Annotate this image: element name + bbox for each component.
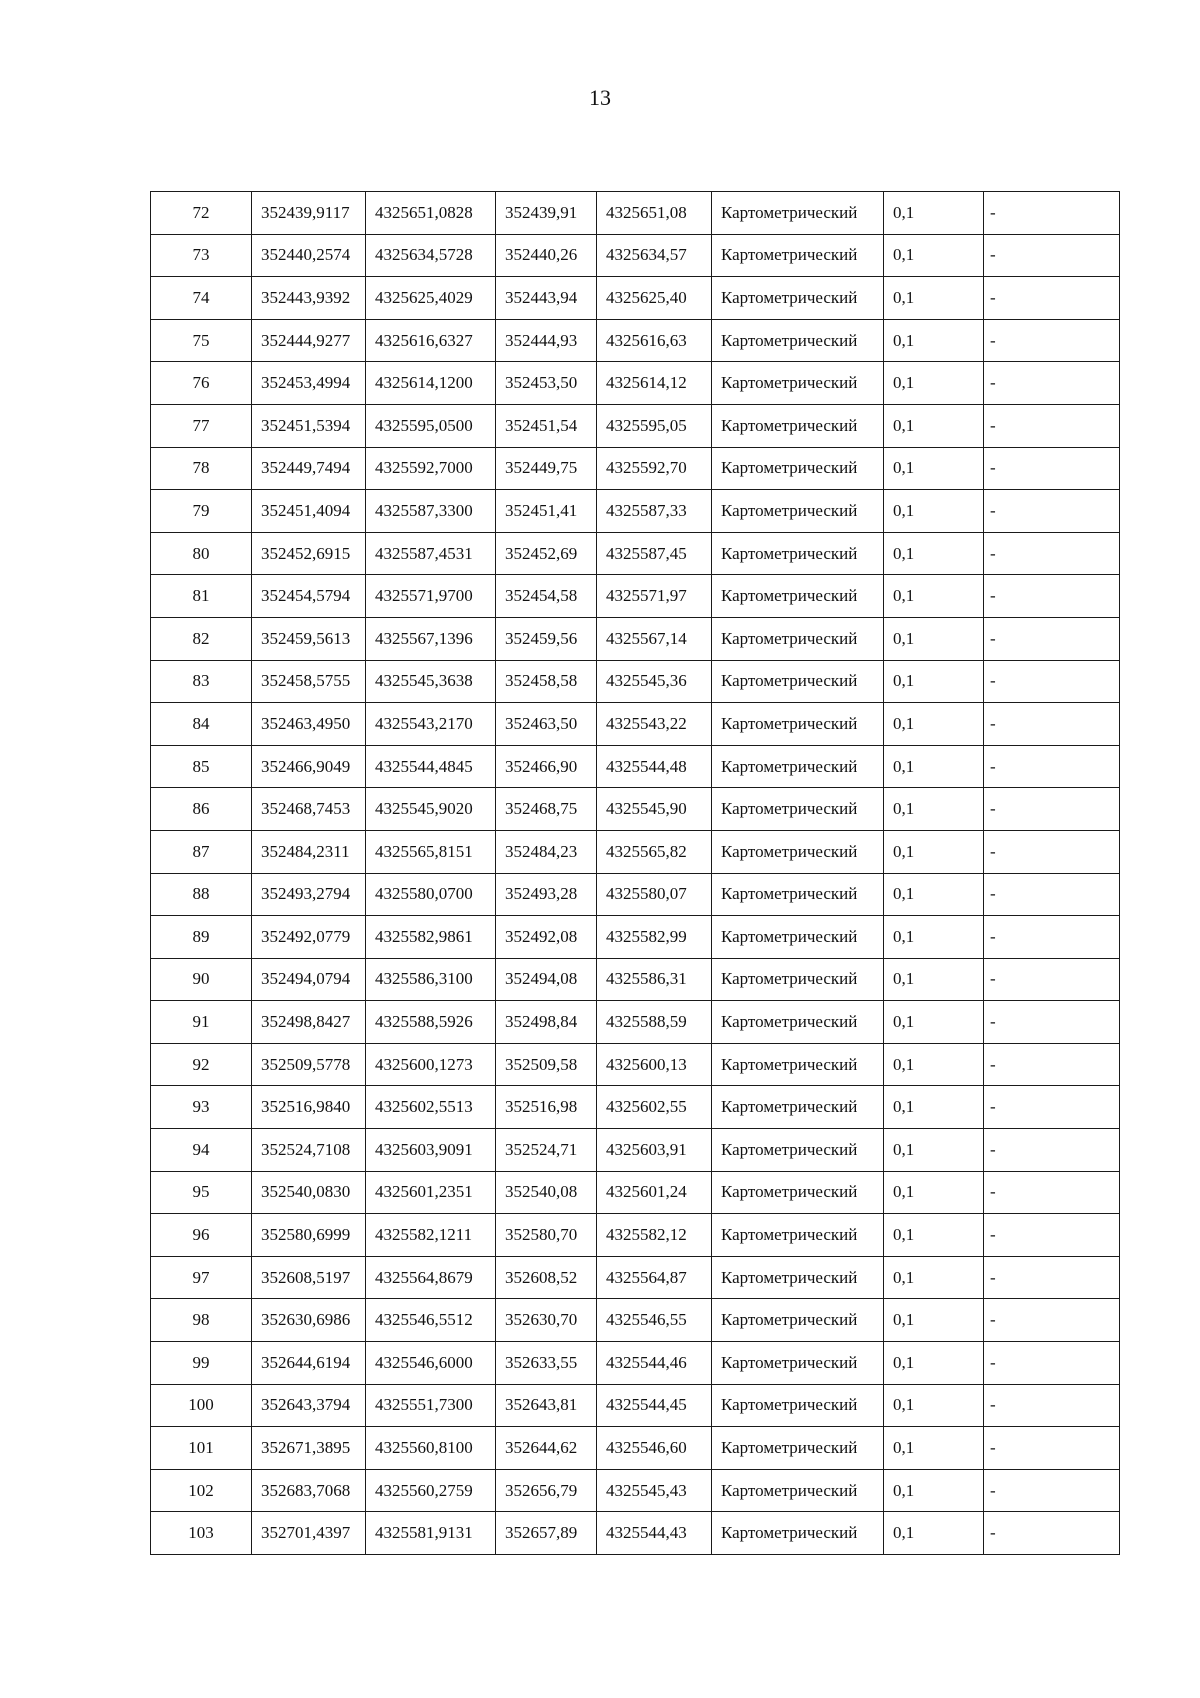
accuracy-cell: 0,1 — [884, 1512, 984, 1555]
accuracy-cell: 0,1 — [884, 1129, 984, 1172]
accuracy-cell: 0,1 — [884, 1256, 984, 1299]
y-coordinate-cell: 4325634,5728 — [366, 234, 496, 277]
y-rounded-cell: 4325546,55 — [597, 1299, 712, 1342]
table-row — [151, 703, 1120, 746]
y-rounded-cell: 4325567,14 — [597, 617, 712, 660]
accuracy-cell: 0,1 — [884, 1086, 984, 1129]
x-coordinate-cell: 352580,6999 — [252, 1214, 366, 1257]
point-number-cell: 91 — [151, 1001, 252, 1044]
method-cell: Картометрический — [712, 490, 884, 533]
x-coordinate-cell: 352493,2794 — [252, 873, 366, 916]
x-coordinate-cell: 352444,9277 — [252, 319, 366, 362]
y-coordinate-cell: 4325614,1200 — [366, 362, 496, 405]
x-coordinate-cell: 352524,7108 — [252, 1129, 366, 1172]
method-cell: Картометрический — [712, 830, 884, 873]
x-rounded-cell: 352458,58 — [496, 660, 597, 703]
x-rounded-cell: 352524,71 — [496, 1129, 597, 1172]
x-rounded-cell: 352492,08 — [496, 916, 597, 959]
note-cell: - — [984, 1469, 1120, 1512]
x-rounded-cell: 352439,91 — [496, 192, 597, 235]
y-rounded-cell: 4325586,31 — [597, 958, 712, 1001]
x-rounded-cell: 352454,58 — [496, 575, 597, 618]
table-row — [151, 362, 1120, 405]
method-cell: Картометрический — [712, 362, 884, 405]
note-cell: - — [984, 319, 1120, 362]
x-rounded-cell: 352493,28 — [496, 873, 597, 916]
point-number-cell: 73 — [151, 234, 252, 277]
x-coordinate-cell: 352458,5755 — [252, 660, 366, 703]
method-cell: Картометрический — [712, 916, 884, 959]
note-cell: - — [984, 830, 1120, 873]
table-row — [151, 404, 1120, 447]
accuracy-cell: 0,1 — [884, 788, 984, 831]
note-cell: - — [984, 447, 1120, 490]
x-coordinate-cell: 352452,6915 — [252, 532, 366, 575]
y-rounded-cell: 4325634,57 — [597, 234, 712, 277]
accuracy-cell: 0,1 — [884, 1469, 984, 1512]
x-coordinate-cell: 352540,0830 — [252, 1171, 366, 1214]
note-cell: - — [984, 234, 1120, 277]
x-rounded-cell: 352608,52 — [496, 1256, 597, 1299]
note-cell: - — [984, 745, 1120, 788]
note-cell: - — [984, 1043, 1120, 1086]
accuracy-cell: 0,1 — [884, 490, 984, 533]
x-coordinate-cell: 352451,4094 — [252, 490, 366, 533]
accuracy-cell: 0,1 — [884, 277, 984, 320]
point-number-cell: 84 — [151, 703, 252, 746]
y-coordinate-cell: 4325595,0500 — [366, 404, 496, 447]
y-rounded-cell: 4325546,60 — [597, 1427, 712, 1470]
note-cell: - — [984, 490, 1120, 533]
table-row — [151, 1299, 1120, 1342]
x-coordinate-cell: 352671,3895 — [252, 1427, 366, 1470]
x-rounded-cell: 352452,69 — [496, 532, 597, 575]
x-rounded-cell: 352633,55 — [496, 1342, 597, 1385]
note-cell: - — [984, 362, 1120, 405]
accuracy-cell: 0,1 — [884, 916, 984, 959]
note-cell: - — [984, 1427, 1120, 1470]
y-coordinate-cell: 4325545,3638 — [366, 660, 496, 703]
method-cell: Картометрический — [712, 1086, 884, 1129]
y-coordinate-cell: 4325592,7000 — [366, 447, 496, 490]
method-cell: Картометрический — [712, 277, 884, 320]
y-rounded-cell: 4325582,99 — [597, 916, 712, 959]
point-number-cell: 99 — [151, 1342, 252, 1385]
accuracy-cell: 0,1 — [884, 873, 984, 916]
point-number-cell: 94 — [151, 1129, 252, 1172]
y-rounded-cell: 4325545,43 — [597, 1469, 712, 1512]
table-row — [151, 1001, 1120, 1044]
method-cell: Картометрический — [712, 532, 884, 575]
method-cell: Картометрический — [712, 1469, 884, 1512]
y-rounded-cell: 4325544,46 — [597, 1342, 712, 1385]
method-cell: Картометрический — [712, 660, 884, 703]
method-cell: Картометрический — [712, 1043, 884, 1086]
method-cell: Картометрический — [712, 745, 884, 788]
note-cell: - — [984, 277, 1120, 320]
table-row — [151, 277, 1120, 320]
table-row — [151, 617, 1120, 660]
accuracy-cell: 0,1 — [884, 1427, 984, 1470]
accuracy-cell: 0,1 — [884, 575, 984, 618]
table-row — [151, 745, 1120, 788]
x-coordinate-cell: 352683,7068 — [252, 1469, 366, 1512]
point-number-cell: 89 — [151, 916, 252, 959]
y-coordinate-cell: 4325560,8100 — [366, 1427, 496, 1470]
y-rounded-cell: 4325595,05 — [597, 404, 712, 447]
method-cell: Картометрический — [712, 1256, 884, 1299]
accuracy-cell: 0,1 — [884, 745, 984, 788]
point-number-cell: 97 — [151, 1256, 252, 1299]
y-coordinate-cell: 4325587,4531 — [366, 532, 496, 575]
point-number-cell: 81 — [151, 575, 252, 618]
y-coordinate-cell: 4325625,4029 — [366, 277, 496, 320]
point-number-cell: 74 — [151, 277, 252, 320]
table-row — [151, 1214, 1120, 1257]
accuracy-cell: 0,1 — [884, 234, 984, 277]
y-rounded-cell: 4325651,08 — [597, 192, 712, 235]
x-coordinate-cell: 352443,9392 — [252, 277, 366, 320]
table-row — [151, 1256, 1120, 1299]
x-coordinate-cell: 352449,7494 — [252, 447, 366, 490]
coordinates-table — [150, 191, 1120, 1555]
table-row — [151, 660, 1120, 703]
accuracy-cell: 0,1 — [884, 447, 984, 490]
accuracy-cell: 0,1 — [884, 192, 984, 235]
note-cell: - — [984, 873, 1120, 916]
x-coordinate-cell: 352451,5394 — [252, 404, 366, 447]
table-row — [151, 1043, 1120, 1086]
y-rounded-cell: 4325571,97 — [597, 575, 712, 618]
y-rounded-cell: 4325544,45 — [597, 1384, 712, 1427]
method-cell: Картометрический — [712, 404, 884, 447]
point-number-cell: 100 — [151, 1384, 252, 1427]
accuracy-cell: 0,1 — [884, 1214, 984, 1257]
x-coordinate-cell: 352454,5794 — [252, 575, 366, 618]
x-rounded-cell: 352657,89 — [496, 1512, 597, 1555]
point-number-cell: 95 — [151, 1171, 252, 1214]
table-row — [151, 1427, 1120, 1470]
note-cell: - — [984, 1384, 1120, 1427]
x-rounded-cell: 352630,70 — [496, 1299, 597, 1342]
x-rounded-cell: 352509,58 — [496, 1043, 597, 1086]
y-coordinate-cell: 4325564,8679 — [366, 1256, 496, 1299]
table-row — [151, 873, 1120, 916]
x-rounded-cell: 352468,75 — [496, 788, 597, 831]
table-row — [151, 1469, 1120, 1512]
x-coordinate-cell: 352459,5613 — [252, 617, 366, 660]
note-cell: - — [984, 1214, 1120, 1257]
note-cell: - — [984, 1171, 1120, 1214]
note-cell: - — [984, 192, 1120, 235]
note-cell: - — [984, 916, 1120, 959]
y-coordinate-cell: 4325546,6000 — [366, 1342, 496, 1385]
note-cell: - — [984, 1129, 1120, 1172]
method-cell: Картометрический — [712, 1427, 884, 1470]
table-row — [151, 830, 1120, 873]
method-cell: Картометрический — [712, 1001, 884, 1044]
table-row — [151, 234, 1120, 277]
x-rounded-cell: 352440,26 — [496, 234, 597, 277]
y-coordinate-cell: 4325600,1273 — [366, 1043, 496, 1086]
table-row — [151, 319, 1120, 362]
table-body — [151, 192, 1120, 1555]
y-coordinate-cell: 4325602,5513 — [366, 1086, 496, 1129]
x-coordinate-cell: 352630,6986 — [252, 1299, 366, 1342]
y-coordinate-cell: 4325603,9091 — [366, 1129, 496, 1172]
point-number-cell: 96 — [151, 1214, 252, 1257]
note-cell: - — [984, 532, 1120, 575]
x-coordinate-cell: 352644,6194 — [252, 1342, 366, 1385]
point-number-cell: 78 — [151, 447, 252, 490]
point-number-cell: 75 — [151, 319, 252, 362]
x-rounded-cell: 352444,93 — [496, 319, 597, 362]
note-cell: - — [984, 1342, 1120, 1385]
accuracy-cell: 0,1 — [884, 1384, 984, 1427]
point-number-cell: 98 — [151, 1299, 252, 1342]
table-row — [151, 1086, 1120, 1129]
y-rounded-cell: 4325545,36 — [597, 660, 712, 703]
x-coordinate-cell: 352468,7453 — [252, 788, 366, 831]
accuracy-cell: 0,1 — [884, 1001, 984, 1044]
y-coordinate-cell: 4325582,1211 — [366, 1214, 496, 1257]
accuracy-cell: 0,1 — [884, 958, 984, 1001]
point-number-cell: 90 — [151, 958, 252, 1001]
y-coordinate-cell: 4325651,0828 — [366, 192, 496, 235]
table-row — [151, 575, 1120, 618]
y-rounded-cell: 4325544,43 — [597, 1512, 712, 1555]
x-coordinate-cell: 352466,9049 — [252, 745, 366, 788]
y-rounded-cell: 4325592,70 — [597, 447, 712, 490]
method-cell: Картометрический — [712, 958, 884, 1001]
y-coordinate-cell: 4325546,5512 — [366, 1299, 496, 1342]
method-cell: Картометрический — [712, 1299, 884, 1342]
y-rounded-cell: 4325625,40 — [597, 277, 712, 320]
x-coordinate-cell: 352701,4397 — [252, 1512, 366, 1555]
method-cell: Картометрический — [712, 703, 884, 746]
note-cell: - — [984, 1086, 1120, 1129]
y-coordinate-cell: 4325545,9020 — [366, 788, 496, 831]
point-number-cell: 76 — [151, 362, 252, 405]
y-rounded-cell: 4325544,48 — [597, 745, 712, 788]
x-coordinate-cell: 352440,2574 — [252, 234, 366, 277]
method-cell: Картометрический — [712, 788, 884, 831]
x-rounded-cell: 352451,54 — [496, 404, 597, 447]
y-rounded-cell: 4325545,90 — [597, 788, 712, 831]
point-number-cell: 77 — [151, 404, 252, 447]
accuracy-cell: 0,1 — [884, 1171, 984, 1214]
y-rounded-cell: 4325603,91 — [597, 1129, 712, 1172]
y-coordinate-cell: 4325588,5926 — [366, 1001, 496, 1044]
x-rounded-cell: 352644,62 — [496, 1427, 597, 1470]
y-coordinate-cell: 4325586,3100 — [366, 958, 496, 1001]
y-coordinate-cell: 4325544,4845 — [366, 745, 496, 788]
y-rounded-cell: 4325616,63 — [597, 319, 712, 362]
point-number-cell: 87 — [151, 830, 252, 873]
x-coordinate-cell: 352492,0779 — [252, 916, 366, 959]
x-rounded-cell: 352580,70 — [496, 1214, 597, 1257]
method-cell: Картометрический — [712, 192, 884, 235]
x-coordinate-cell: 352494,0794 — [252, 958, 366, 1001]
y-rounded-cell: 4325580,07 — [597, 873, 712, 916]
point-number-cell: 72 — [151, 192, 252, 235]
y-coordinate-cell: 4325565,8151 — [366, 830, 496, 873]
point-number-cell: 82 — [151, 617, 252, 660]
accuracy-cell: 0,1 — [884, 660, 984, 703]
accuracy-cell: 0,1 — [884, 532, 984, 575]
note-cell: - — [984, 1299, 1120, 1342]
x-rounded-cell: 352498,84 — [496, 1001, 597, 1044]
table-row — [151, 1512, 1120, 1555]
method-cell: Картометрический — [712, 1512, 884, 1555]
x-rounded-cell: 352459,56 — [496, 617, 597, 660]
accuracy-cell: 0,1 — [884, 1299, 984, 1342]
table-row — [151, 1342, 1120, 1385]
method-cell: Картометрический — [712, 575, 884, 618]
y-coordinate-cell: 4325582,9861 — [366, 916, 496, 959]
y-coordinate-cell: 4325571,9700 — [366, 575, 496, 618]
y-coordinate-cell: 4325543,2170 — [366, 703, 496, 746]
method-cell: Картометрический — [712, 447, 884, 490]
point-number-cell: 92 — [151, 1043, 252, 1086]
table-row — [151, 958, 1120, 1001]
y-rounded-cell: 4325587,33 — [597, 490, 712, 533]
x-rounded-cell: 352484,23 — [496, 830, 597, 873]
y-coordinate-cell: 4325580,0700 — [366, 873, 496, 916]
accuracy-cell: 0,1 — [884, 1342, 984, 1385]
point-number-cell: 80 — [151, 532, 252, 575]
x-rounded-cell: 352516,98 — [496, 1086, 597, 1129]
note-cell: - — [984, 958, 1120, 1001]
x-rounded-cell: 352453,50 — [496, 362, 597, 405]
y-rounded-cell: 4325601,24 — [597, 1171, 712, 1214]
y-rounded-cell: 4325543,22 — [597, 703, 712, 746]
x-rounded-cell: 352540,08 — [496, 1171, 597, 1214]
point-number-cell: 86 — [151, 788, 252, 831]
note-cell: - — [984, 788, 1120, 831]
y-coordinate-cell: 4325587,3300 — [366, 490, 496, 533]
note-cell: - — [984, 1001, 1120, 1044]
point-number-cell: 85 — [151, 745, 252, 788]
x-rounded-cell: 352449,75 — [496, 447, 597, 490]
table-row — [151, 1384, 1120, 1427]
y-coordinate-cell: 4325560,2759 — [366, 1469, 496, 1512]
y-coordinate-cell: 4325616,6327 — [366, 319, 496, 362]
method-cell: Картометрический — [712, 234, 884, 277]
accuracy-cell: 0,1 — [884, 830, 984, 873]
y-rounded-cell: 4325602,55 — [597, 1086, 712, 1129]
accuracy-cell: 0,1 — [884, 319, 984, 362]
point-number-cell: 101 — [151, 1427, 252, 1470]
y-coordinate-cell: 4325581,9131 — [366, 1512, 496, 1555]
point-number-cell: 83 — [151, 660, 252, 703]
x-coordinate-cell: 352516,9840 — [252, 1086, 366, 1129]
page-number: 13 — [589, 85, 611, 110]
x-coordinate-cell: 352608,5197 — [252, 1256, 366, 1299]
table-row — [151, 192, 1120, 235]
point-number-cell: 102 — [151, 1469, 252, 1512]
point-number-cell: 103 — [151, 1512, 252, 1555]
x-rounded-cell: 352466,90 — [496, 745, 597, 788]
y-rounded-cell: 4325565,82 — [597, 830, 712, 873]
x-coordinate-cell: 352439,9117 — [252, 192, 366, 235]
x-coordinate-cell: 352463,4950 — [252, 703, 366, 746]
point-number-cell: 93 — [151, 1086, 252, 1129]
x-coordinate-cell: 352509,5778 — [252, 1043, 366, 1086]
x-coordinate-cell: 352498,8427 — [252, 1001, 366, 1044]
method-cell: Картометрический — [712, 873, 884, 916]
table-row — [151, 1129, 1120, 1172]
method-cell: Картометрический — [712, 1342, 884, 1385]
method-cell: Картометрический — [712, 1171, 884, 1214]
table-row — [151, 447, 1120, 490]
note-cell: - — [984, 575, 1120, 618]
y-rounded-cell: 4325564,87 — [597, 1256, 712, 1299]
x-rounded-cell: 352443,94 — [496, 277, 597, 320]
note-cell: - — [984, 1256, 1120, 1299]
accuracy-cell: 0,1 — [884, 617, 984, 660]
table-row — [151, 788, 1120, 831]
note-cell: - — [984, 703, 1120, 746]
point-number-cell: 79 — [151, 490, 252, 533]
y-rounded-cell: 4325588,59 — [597, 1001, 712, 1044]
note-cell: - — [984, 404, 1120, 447]
y-rounded-cell: 4325587,45 — [597, 532, 712, 575]
x-rounded-cell: 352494,08 — [496, 958, 597, 1001]
table-row — [151, 916, 1120, 959]
y-rounded-cell: 4325600,13 — [597, 1043, 712, 1086]
note-cell: - — [984, 660, 1120, 703]
method-cell: Картометрический — [712, 319, 884, 362]
x-coordinate-cell: 352643,3794 — [252, 1384, 366, 1427]
table-row — [151, 1171, 1120, 1214]
note-cell: - — [984, 617, 1120, 660]
y-coordinate-cell: 4325567,1396 — [366, 617, 496, 660]
x-coordinate-cell: 352453,4994 — [252, 362, 366, 405]
method-cell: Картометрический — [712, 617, 884, 660]
y-coordinate-cell: 4325601,2351 — [366, 1171, 496, 1214]
accuracy-cell: 0,1 — [884, 703, 984, 746]
x-rounded-cell: 352451,41 — [496, 490, 597, 533]
accuracy-cell: 0,1 — [884, 1043, 984, 1086]
method-cell: Картометрический — [712, 1129, 884, 1172]
note-cell: - — [984, 1512, 1120, 1555]
method-cell: Картометрический — [712, 1214, 884, 1257]
y-rounded-cell: 4325614,12 — [597, 362, 712, 405]
y-rounded-cell: 4325582,12 — [597, 1214, 712, 1257]
table-row — [151, 532, 1120, 575]
point-number-cell: 88 — [151, 873, 252, 916]
x-rounded-cell: 352643,81 — [496, 1384, 597, 1427]
y-coordinate-cell: 4325551,7300 — [366, 1384, 496, 1427]
table-row — [151, 490, 1120, 533]
accuracy-cell: 0,1 — [884, 362, 984, 405]
method-cell: Картометрический — [712, 1384, 884, 1427]
x-rounded-cell: 352463,50 — [496, 703, 597, 746]
accuracy-cell: 0,1 — [884, 404, 984, 447]
x-coordinate-cell: 352484,2311 — [252, 830, 366, 873]
x-rounded-cell: 352656,79 — [496, 1469, 597, 1512]
